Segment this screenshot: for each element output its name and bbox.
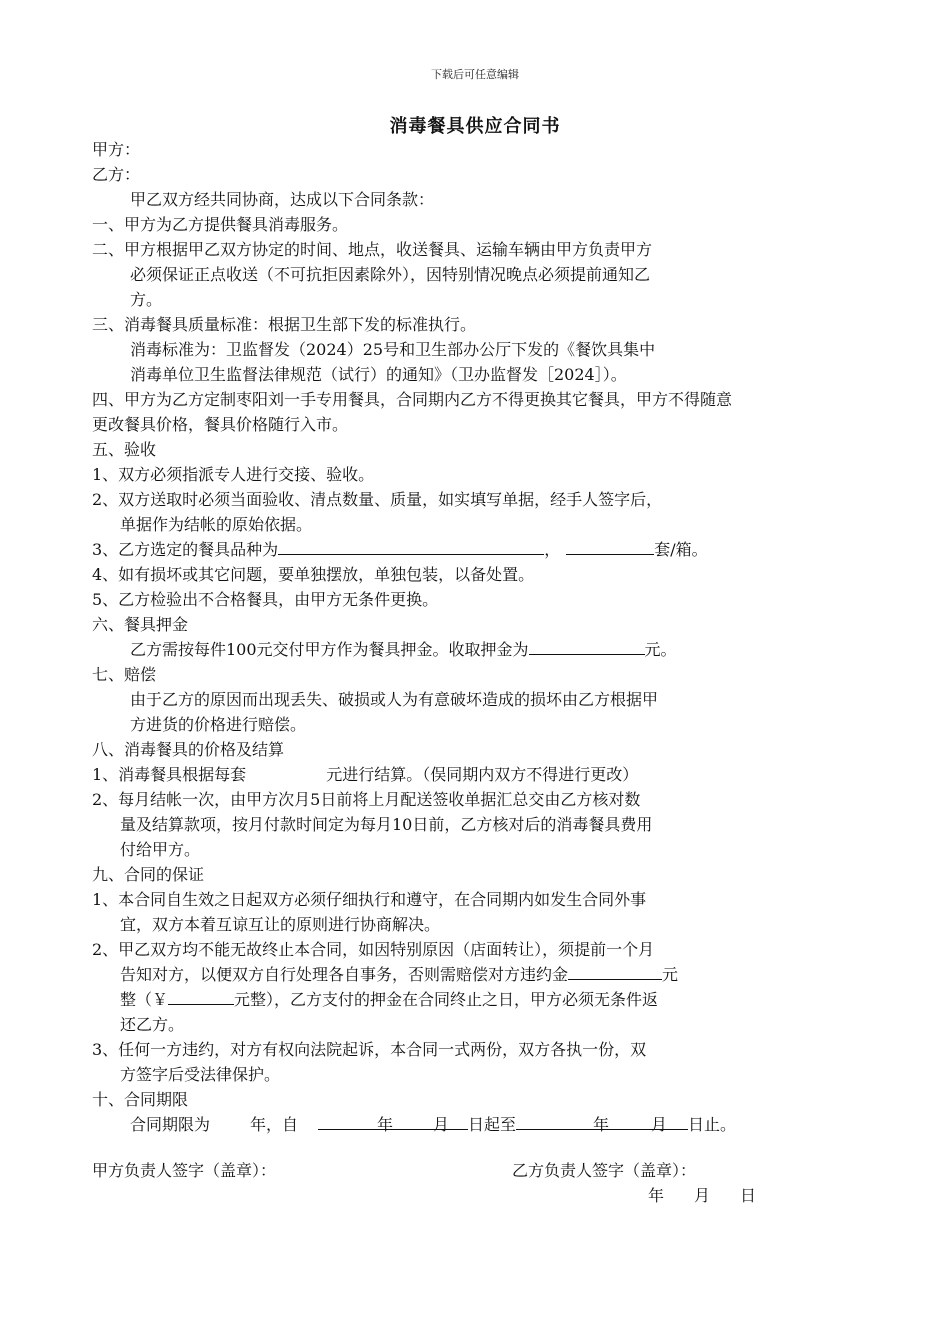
section-7-line: 方进货的价格进行赔偿。 xyxy=(130,715,307,734)
penalty-amount-figure-blank[interactable] xyxy=(168,987,234,1005)
section-3-line: 消毒标准为：卫监督发（2024）25号和卫生部办公厅下发的《餐饮具集中 xyxy=(130,340,656,359)
section-7-heading: 七、赔偿 xyxy=(92,665,157,684)
contract-term-line xyxy=(92,1112,872,1137)
list-item-continuation: 量及结算款项，按月付款时间定为每月10日前，乙方核对后的消毒餐具费用 xyxy=(120,815,653,834)
item-text: 合同期限为 xyxy=(130,1115,211,1134)
date-month: 月 xyxy=(694,1186,711,1205)
section-10-heading: 十、合同期限 xyxy=(92,1090,189,1109)
section-6-heading: 六、餐具押金 xyxy=(92,615,189,634)
header-note: 下载后可任意编辑 xyxy=(431,68,519,81)
item-text: 套/箱。 xyxy=(654,540,708,559)
list-item: 4、如有损坏或其它问题，要单独摆放，单独包装，以备处置。 xyxy=(92,565,535,584)
list-item: 2、甲乙双方均不能无故终止本合同，如因特别原因（店面转让），须提前一个月 xyxy=(92,940,655,959)
intro-line: 甲乙双方经共同协商，达成以下合同条款： xyxy=(130,190,435,209)
item-text: 整（￥ xyxy=(120,990,169,1009)
item-text: 元 xyxy=(662,965,679,984)
section-1: 一、甲方为乙方提供餐具消毒服务。 xyxy=(92,215,349,234)
section-3-line: 消毒单位卫生监督法律规范（试行）的通知》（卫办监督发［2024］）。 xyxy=(130,365,627,384)
list-item-continuation: 单据作为结帐的原始依据。 xyxy=(120,515,313,534)
item-text: 3、乙方选定的餐具品种为 xyxy=(92,540,279,559)
section-2-line: 二、甲方根据甲乙双方协定的时间、地点，收送餐具、运输车辆由甲方负责甲方 xyxy=(92,240,653,259)
section-9-heading: 九、合同的保证 xyxy=(92,865,205,884)
section-8-heading: 八、消毒餐具的价格及结算 xyxy=(92,740,285,759)
item-text: 元进行结算。（俣同期内双方不得进行更改） xyxy=(326,765,639,784)
penalty-amount-blank[interactable] xyxy=(568,962,662,980)
signature-date xyxy=(648,1183,756,1208)
item-text: 月 xyxy=(433,1115,450,1134)
contract-body xyxy=(92,137,872,1137)
list-item xyxy=(92,537,872,562)
item-text: 元整），乙方支付的押金在合同终止之日，甲方必须无条件返 xyxy=(234,990,659,1009)
section-6-line xyxy=(92,637,872,662)
section-2-line: 必须保证正点收送（不可抗拒因素除外），因特别情况晚点必须提前通知乙 xyxy=(130,265,651,284)
party-b-line: 乙方： xyxy=(92,165,141,184)
date-year: 年 xyxy=(648,1186,665,1205)
list-item-continuation xyxy=(92,987,872,1012)
list-item: 1、本合同自生效之日起双方必须仔细执行和遵守，在合同期内如发生合同外事 xyxy=(92,890,647,909)
item-text: 日起至 xyxy=(468,1115,517,1134)
list-item-continuation: 方签字后受法律保护。 xyxy=(120,1065,281,1084)
date-day: 日 xyxy=(740,1186,757,1205)
list-item: 3、任何一方违约，对方有权向法院起诉，本合同一式两份，双方各执一份，双 xyxy=(92,1040,647,1059)
party-a-signature-label: 甲方负责人签字（盖章）： xyxy=(92,1161,277,1180)
item-text: 年 xyxy=(593,1115,610,1134)
deposit-amount-blank[interactable] xyxy=(529,637,645,655)
item-text: 元。 xyxy=(644,640,677,659)
list-item-continuation: 付给甲方。 xyxy=(120,840,201,859)
end-date-blank[interactable] xyxy=(516,1112,688,1134)
item-text: 年 xyxy=(377,1115,394,1134)
section-3-line: 三、消毒餐具质量标准：根据卫生部下发的标准执行。 xyxy=(92,315,477,334)
section-4-line: 更改餐具价格，餐具价格随行入市。 xyxy=(92,415,349,434)
list-item: 5、乙方检验出不合格餐具，由甲方无条件更换。 xyxy=(92,590,439,609)
item-text: 年，自 xyxy=(250,1115,299,1134)
section-2-line: 方。 xyxy=(130,290,163,309)
tableware-type-blank[interactable] xyxy=(278,537,544,555)
item-text: 日止。 xyxy=(688,1115,737,1134)
document-title: 消毒餐具供应合同书 xyxy=(389,116,561,137)
party-a-line: 甲方： xyxy=(92,140,141,159)
list-item: 2、双方送取时必须当面验收、清点数量、质量，如实填写单据，经手人签字后， xyxy=(92,490,663,509)
item-text: 1、消毒餐具根据每套 xyxy=(92,765,247,784)
item-text: 告知对方，以便双方自行处理各自事务，否则需赔偿对方违约金 xyxy=(120,965,569,984)
start-date-blank[interactable] xyxy=(318,1112,468,1134)
list-item: 2、每月结帐一次，由甲方次月5日前将上月配送签收单据汇总交由乙方核对数 xyxy=(92,790,641,809)
item-text: ， xyxy=(544,540,561,559)
list-item xyxy=(92,762,872,787)
list-item-continuation: 宜，双方本着互谅互让的原则进行协商解决。 xyxy=(120,915,441,934)
item-text: 乙方需按每件100元交付甲方作为餐具押金。收取押金为 xyxy=(130,640,529,659)
list-item-continuation: 还乙方。 xyxy=(120,1015,185,1034)
sets-per-box-blank[interactable] xyxy=(566,537,654,555)
section-7-line: 由于乙方的原因而出现丢失、破损或人为有意破坏造成的损坏由乙方根据甲 xyxy=(130,690,659,709)
item-text: 月 xyxy=(651,1115,668,1134)
list-item: 1、双方必须指派专人进行交接、验收。 xyxy=(92,465,375,484)
section-4-line: 四、甲方为乙方定制枣阳刘一手专用餐具，合同期内乙方不得更换其它餐具，甲方不得随意 xyxy=(92,390,733,409)
list-item-continuation xyxy=(92,962,872,987)
party-b-signature-label: 乙方负责人签字（盖章）： xyxy=(512,1161,697,1180)
signature-row xyxy=(92,1158,872,1183)
section-5-heading: 五、验收 xyxy=(92,440,157,459)
